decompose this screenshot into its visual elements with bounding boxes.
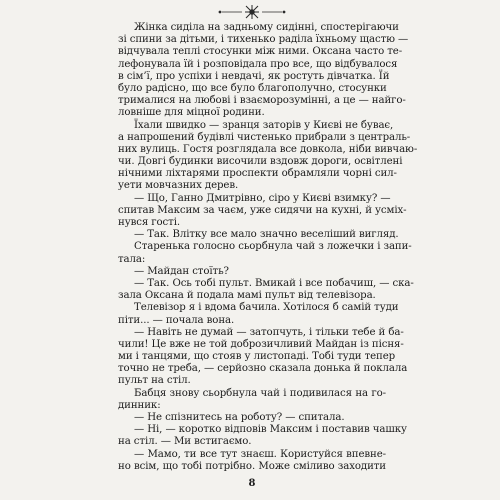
- text-line: Їхали швидко — зранця заторів у Києві не буває,: [134, 119, 394, 131]
- text-line: на стіл. — Ми встигаємо.: [118, 436, 252, 448]
- text-line: Старенька голосно сьорбнула чай з ложечки і запи-: [134, 241, 412, 253]
- text-line: них вулиць. Гостя розглядала все довкола, ніби вивчаю-: [118, 143, 418, 155]
- text-line: а напрошений будівлі чистенько прибрали з централь-: [118, 131, 411, 143]
- text-line: — Не спізнитесь на роботу? — спитала.: [134, 412, 345, 423]
- text-line: — Так. Ось тобі пульт. Вмикай і все побачиш, — ска-: [134, 277, 414, 289]
- text-line: Жінка сиділа на задньому сидінні, спостерігаючи: [134, 22, 399, 33]
- text-line: пульт на стіл.: [118, 375, 191, 387]
- text-line: зала Оксана й подала мамі пульт від телевізора.: [118, 290, 376, 302]
- text-line: — Так. Влітку все мало значно веселіший вигляд.: [134, 229, 399, 241]
- text-line: Телевізор я і вдома бачила. Хотілося б самій туди: [134, 302, 399, 314]
- header-ornament-icon: [118, 4, 386, 20]
- text-line: точно не треба, — серйозно сказала донька й поклала: [118, 363, 408, 375]
- text-line: відчувала теплі стосунки між ними. Оксана часто те-: [118, 46, 403, 58]
- text-line: чи. Довгі будинки височили вздовж дороги, освітлені: [118, 156, 403, 168]
- text-line: но всім, що тобі потрібно. Може сміливо заходити: [118, 460, 386, 472]
- text-line: — Що, Ганно Дмитрівно, сіро у Києві взимку? —: [134, 192, 391, 204]
- text-line: — Майдан стоїть?: [134, 265, 229, 277]
- text-line: нувся гості.: [118, 217, 180, 228]
- text-line: — Мамо, ти все тут знаєш. Користуйся впевне-: [134, 448, 386, 460]
- text-line: спитав Максим за чаєм, уже сидячи на кухні, й усміх-: [118, 204, 407, 216]
- text-line: ми і танцями, що стояв у листопаді. Тобі туди тепер: [118, 351, 396, 363]
- text-line: — Ні, — коротко відповів Максим і поставив чашку: [134, 424, 407, 436]
- body-text: [118, 22, 418, 473]
- text-line: динник:: [118, 399, 161, 411]
- text-line: — Навіть не думай — затопчуть, і тільки тебе й ба-: [134, 326, 404, 338]
- text-line: ловніше для міцної родини.: [118, 107, 265, 119]
- text-line: зі спини за дітьми, і тихенько раділа їхньому щастю —: [118, 34, 409, 46]
- text-line: було радісно, що все було благополучно, стосунки: [118, 82, 387, 94]
- text-line: піти... — почала вона.: [118, 314, 235, 326]
- text-line: Бабця знову сьорбнула чай і подивилася на го-: [134, 387, 386, 399]
- text-line: тала:: [118, 253, 146, 265]
- text-line: нічними ліхтарями проспекти обрамляли чорні сил-: [118, 168, 397, 180]
- text-line: уети мовчазних дерев.: [118, 180, 239, 192]
- text-line: в сім’ї, про успіхи і невдачі, як ростуть дівчатка. Їй: [118, 70, 390, 82]
- book-page: [118, 0, 418, 500]
- text-line: чили! Це вже не той доброзичливий Майдан із пісня-: [118, 338, 404, 350]
- text-line: трималися на любові і взаєморозумінні, а це — найго-: [118, 95, 406, 107]
- page-number: 8: [248, 478, 256, 489]
- text-line: лефонувала їй і розповідала про все, що відбувалося: [118, 58, 398, 70]
